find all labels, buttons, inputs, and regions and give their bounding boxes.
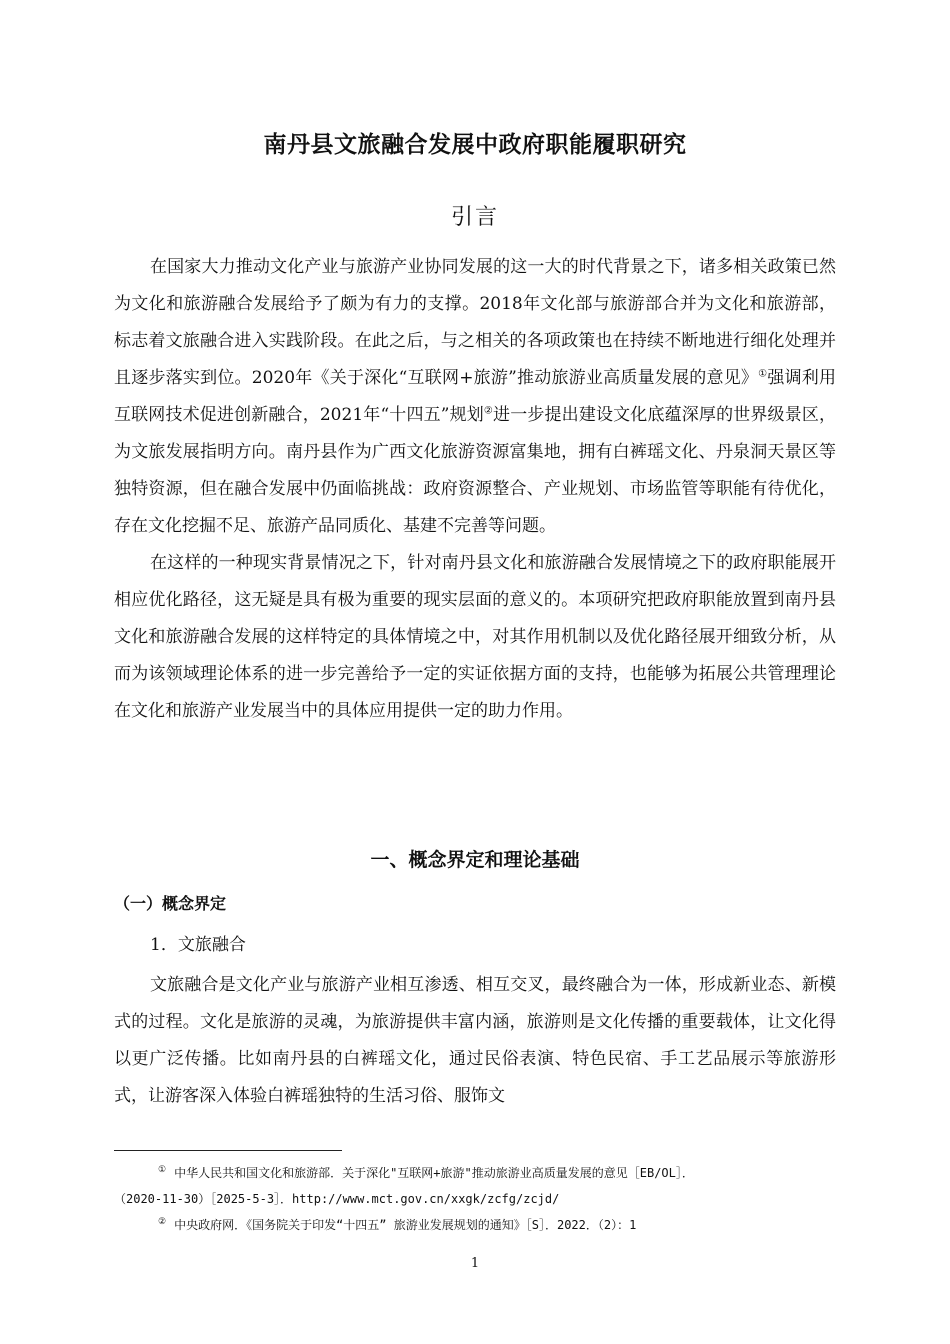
intro-paragraph-1-text-c: 进一步提出建设文化底蕴深厚的世界级景区，为文旅发展指明方向。南丹县作为广西文化旅游资源富集地，拥有白裤瑶文化、丹泉洞天景区等独特资源，但在融合发展中仍面临挑战：政府资源整合、产业规划、市场监管等职能有待优化，存在文化挖掘不足、旅游产品同质化、基建不完善等问题。 <box>114 405 837 536</box>
intro-body <box>114 249 836 730</box>
intro-paragraph-1-text-b: 强调利用互联网技术促进创新融合，2021年“十四五”规划 <box>114 368 837 425</box>
footnote-1-mark: ① <box>158 1165 167 1175</box>
paper-title: 南丹县文旅融合发展中政府职能履职研究 <box>263 132 687 158</box>
footnote-2-text: 中央政府网．《国务院关于印发“十四五” 旅游业发展规划的通知》［S］．2022．（2）：1 <box>174 1218 637 1232</box>
intro-heading: 引言 <box>450 205 499 230</box>
subsection-heading: （一）概念界定 <box>114 894 227 913</box>
footnote-2-mark: ② <box>158 1217 167 1227</box>
intro-paragraph-1 <box>114 249 836 545</box>
concept-body <box>114 967 836 1115</box>
footnote-ref-1[interactable]: ① <box>758 368 768 380</box>
footnote-2-line-1 <box>114 1212 836 1238</box>
footnote-1-line-1 <box>114 1160 836 1186</box>
footnote-1-line-2: （2020-11-30）［2025-5-3］．http://www.mct.gov.cn/xxgk/zcfg/zcjd/ <box>114 1192 560 1206</box>
page-number: 1 <box>470 1256 480 1271</box>
intro-paragraph-1-text-a: 在国家大力推动文化产业与旅游产业协同发展的这一大的时代背景之下，诸多相关政策已然为文化和旅游融合发展给予了颇为有力的支撑。2018年文化部与旅游部合并为文化和旅游部，标志着文旅融合进入实践阶段。在此之后，与之相关的各项政策也在持续不断地进行细化处理并且逐步落实到位。2020年《关于深化“互联网+旅游”推动旅游业高质量发展的意见》 <box>114 257 836 388</box>
footnotes <box>114 1160 836 1238</box>
numbered-item-heading: 1．文旅融合 <box>150 935 246 955</box>
intro-paragraph-2: 在这样的一种现实背景情况之下，针对南丹县文化和旅游融合发展情境之下的政府职能展开相应优化路径，这无疑是具有极为重要的现实层面的意义的。本项研究把政府职能放置到南丹县文化和旅游融合发展的这样特定的具体情境之中，对其作用机制以及优化路径展开细致分析，从而为该领域理论体系的进一步完善给予一定的实证依据方面的支持，也能够为拓展公共管理理论在文化和旅游产业发展当中的具体应用提供一定的助力作用。 <box>114 553 836 721</box>
footnote-1-text: 中华人民共和国文化和旅游部．关于深化"互联网+旅游"推动旅游业高质量发展的意见［EB/OL］． <box>174 1166 694 1180</box>
footnote-ref-2[interactable]: ② <box>483 405 494 417</box>
footnote-separator <box>114 1150 342 1151</box>
section-heading: 一、概念界定和理论基础 <box>370 849 580 871</box>
concept-paragraph: 文旅融合是文化产业与旅游产业相互渗透、相互交叉，最终融合为一体，形成新业态、新模式的过程。文化是旅游的灵魂，为旅游提供丰富内涵，旅游则是文化传播的重要载体，让文化得以更广泛传播。比如南丹县的白裤瑶文化，通过民俗表演、特色民宿、手工艺品展示等旅游形式，让游客深入体验白裤瑶独特的生活习俗、服饰文 <box>114 975 836 1106</box>
